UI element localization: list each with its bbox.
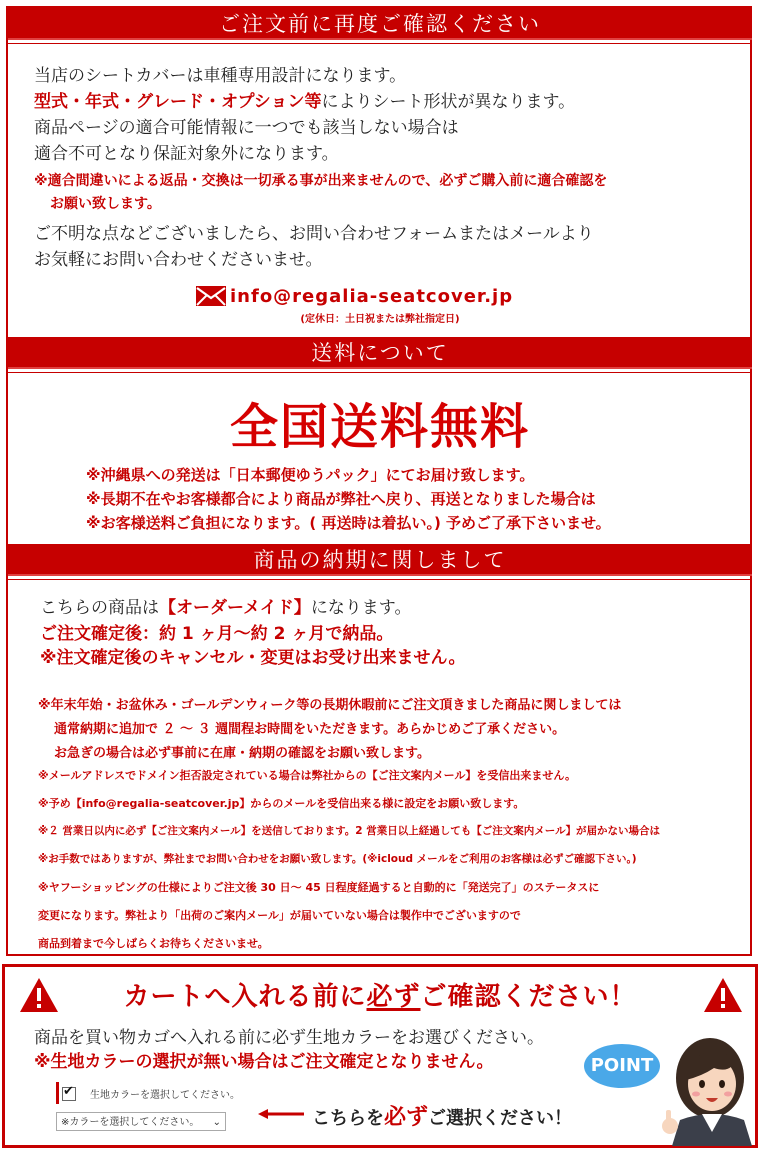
delivery-line-1-b: になります。: [310, 598, 412, 618]
chevron-down-icon: ⌄: [212, 1117, 221, 1128]
section-order-check-title: ご注文前に再度ご確認ください: [8, 8, 752, 40]
cart-title-underlined: 必ず: [366, 982, 421, 1012]
holiday-note: (定休日：土日祝または弊社指定日): [300, 314, 460, 325]
delivery-line-2: ご注文確定後：約 1 ヶ月〜約 2 ヶ月で納品。: [40, 624, 394, 644]
point-bubble: POINT: [584, 1044, 660, 1088]
color-checkbox-row[interactable]: [62, 1086, 240, 1101]
compat-line-1: 当店のシートカバーは車種専用設計になります。: [34, 66, 407, 86]
delivery-line-1-a: こちらの商品は: [40, 598, 159, 618]
compat-note-1: ※適合間違いによる返品・交換は一切承る事が出来ませんので、必ずご購入前に適合確認を: [34, 173, 608, 189]
section-delivery-title: 商品の納期に関しまして: [8, 544, 752, 576]
status-note-2: 変更になります。弊社より「出荷のご案内メール」が届いていない場合は製作中でございますので: [38, 909, 521, 922]
mail-note-1: ※メールアドレスでドメイン拒否設定されている場合は弊社からの【ご注文案内メール】を受信出来ません。: [38, 769, 577, 782]
compat-line-2-rest: によりシート形状が異なります。: [321, 92, 576, 112]
arrow-left-icon: [258, 1109, 304, 1119]
cart-title-b: ご確認ください！: [420, 982, 637, 1012]
section-shipping-title: 送料について: [8, 337, 752, 369]
cart-title-a: カートへ入れる前に: [123, 982, 367, 1012]
compat-line-4: 適合不可となり保証対象外になります。: [34, 144, 339, 164]
compat-line-2: [34, 90, 575, 114]
color-checkbox[interactable]: [62, 1087, 76, 1101]
color-select-value: ※カラーを選択してください。: [61, 1117, 200, 1128]
contact-line-2: お気軽にお問い合わせくださいませ。: [34, 250, 323, 270]
holiday-delay-1: ※年末年始・お盆休み・ゴールデンウィーク等の長期休暇前にご注文頂きました商品に関しましては: [38, 698, 622, 713]
mail-note-3: ※２ 営業日以内に必ず【ご注文案内メール】を送信しております。2 営業日以上経過しても【ご注文案内メール】が届かない場合は: [38, 825, 661, 837]
staff-illustration: [652, 1028, 756, 1146]
shipping-note-2: ※長期不在やお客様都合により商品が弊社へ戻り、再送となりました場合は: [86, 490, 596, 508]
mail-note-2: ※予め【info@regalia-seatcover.jp】からのメールを受信出来る様に設定をお願い致します。: [38, 797, 525, 810]
email-link[interactable]: info@regalia-seatcover.jp: [230, 285, 514, 307]
status-note-1: ※ヤフーショッピングの仕様によりご注文後 30 日〜 45 日程度経過すると自動的に「発送完了」のステータスに: [38, 881, 600, 894]
contact-line-1: ご不明な点などございましたら、お問い合わせフォームまたはメールより: [34, 224, 594, 244]
cart-warning-title: [0, 976, 760, 1013]
holiday-delay-2: 通常納期に追加で ２ 〜 ３ 週間程お時間をいただきます。あらかじめご了承ください。: [54, 722, 566, 737]
compat-line-2-red: 型式・年式・グレード・オプション等: [34, 92, 322, 112]
color-checkbox-label: 生地カラーを選択してください。: [90, 1090, 240, 1101]
choose-emphasis: 必ず: [384, 1105, 429, 1130]
shipping-note-1: ※沖縄県への発送は「日本郵便ゆうパック」にてお届け致します。: [86, 466, 535, 484]
checkbox-accent-bar: [56, 1082, 59, 1104]
holiday-delay-3: お急ぎの場合は必ず事前に在庫・納期の確認をお願い致します。: [54, 746, 430, 761]
compat-note-2: お願い致します。: [50, 196, 161, 212]
cart-line-1: 商品を買い物カゴへ入れる前に必ず生地カラーをお選びください。: [34, 1028, 544, 1048]
color-select[interactable]: [56, 1112, 226, 1131]
mail-note-4: ※お手数ではありますが、弊社までお問い合わせをお願い致します。(※icloud メールをご利用のお客様は必ずご確認下さい。): [38, 853, 637, 865]
status-note-3: 商品到着まで今しばらくお待ちくださいませ。: [38, 937, 269, 950]
choose-b: ご選択ください！: [428, 1108, 573, 1129]
choose-instruction: [312, 1100, 572, 1131]
delivery-line-1-red: 【オーダーメイド】: [159, 598, 311, 618]
cart-line-2: ※生地カラーの選択が無い場合はご注文確定となりません。: [34, 1052, 494, 1072]
free-shipping-headline: 全国送料無料: [229, 399, 530, 455]
compat-line-3: 商品ページの適合可能情報に一つでも該当しない場合は: [34, 118, 459, 138]
delivery-line-3: ※注文確定後のキャンセル・変更はお受け出来ません。: [40, 648, 466, 668]
mail-icon: [196, 286, 226, 306]
email-row: [196, 284, 513, 308]
shipping-note-3: ※お客様送料ご負担になります。( 再送時は着払い。) 予めご了承下さいませ。: [86, 514, 611, 532]
choose-a: こちらを: [312, 1108, 384, 1129]
delivery-line-1: [40, 596, 411, 620]
